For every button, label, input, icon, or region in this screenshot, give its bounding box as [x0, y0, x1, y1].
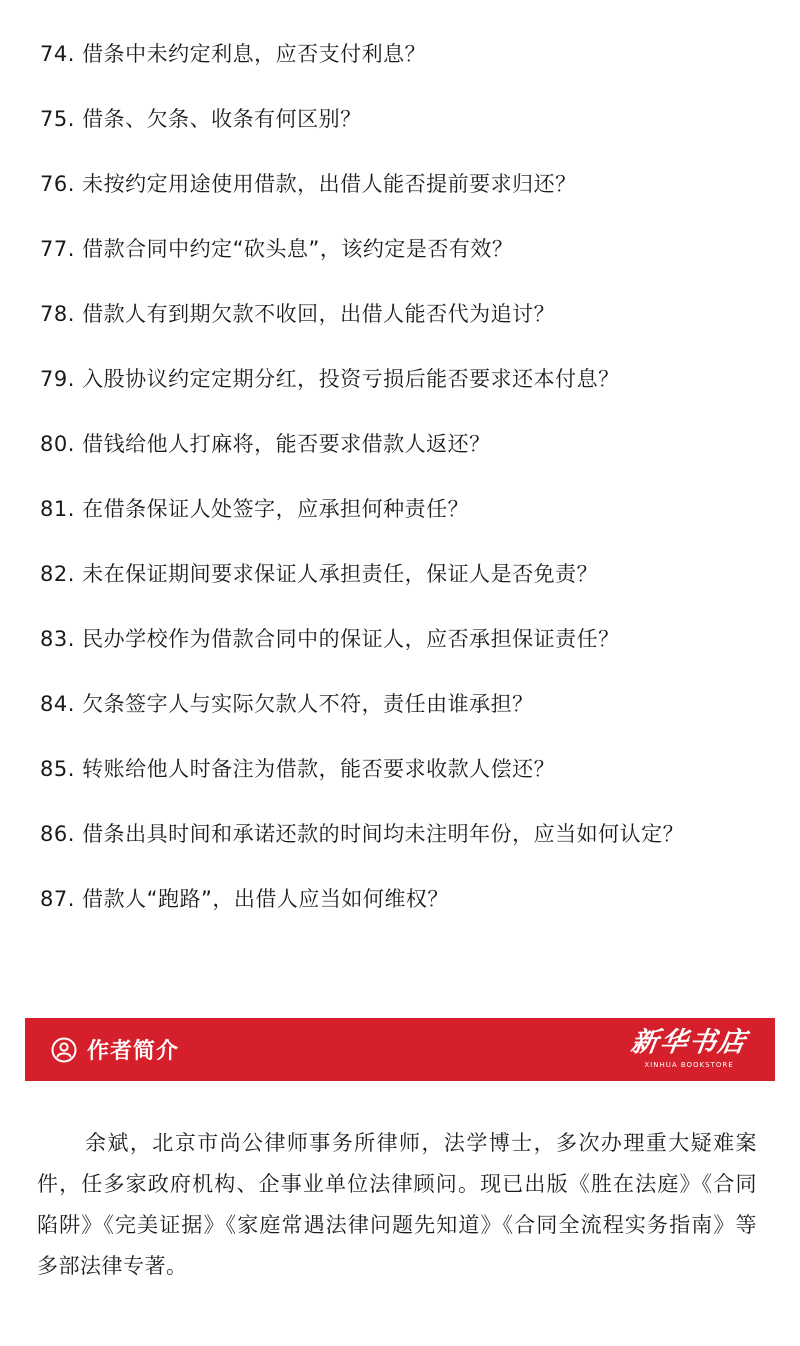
question-item: 77. 借款合同中约定“砍头息”，该约定是否有效？	[40, 237, 514, 261]
question-item: 81. 在借条保证人处签字，应承担何种责任？	[40, 497, 470, 521]
question-item: 76. 未按约定用途使用借款，出借人能否提前要求归还？	[40, 172, 577, 196]
author-bio-paragraph: 余斌，北京市尚公律师事务所律师，法学博士，多次办理重大疑难案件，任多家政府机构、企事业单位法律顾问。现已出版《胜在法庭》《合同陷阱》《完美证据》《家庭常遇法律问题先知道》《合同全流程实务指南》等多部法律专著。	[37, 1131, 757, 1278]
xinhua-bookstore-logo	[628, 1026, 750, 1070]
question-item: 74. 借条中未约定利息，应否支付利息？	[40, 42, 427, 66]
question-item: 78. 借款人有到期欠款不收回，出借人能否代为追讨？	[40, 302, 556, 326]
question-item: 79. 入股协议约定定期分红，投资亏损后能否要求还本付息？	[40, 367, 620, 391]
question-item: 85. 转账给他人时备注为借款，能否要求收款人偿还？	[40, 757, 556, 781]
question-list	[40, 22, 780, 932]
author-section-header	[25, 1018, 775, 1081]
section-title: 作者简介	[87, 1039, 180, 1064]
logo-chinese-text: 新华书店	[628, 1027, 750, 1058]
question-item: 75. 借条、欠条、收条有何区别？	[40, 107, 362, 131]
logo-english-text: XINHUA BOOKSTORE	[644, 1061, 734, 1069]
question-item: 84. 欠条签字人与实际欠款人不符，责任由谁承担？	[40, 692, 534, 716]
person-circle-icon	[51, 1037, 77, 1063]
question-item: 82. 未在保证期间要求保证人承担责任，保证人是否免责？	[40, 562, 599, 586]
question-item: 80. 借钱给他人打麻将，能否要求借款人返还？	[40, 432, 491, 456]
question-item: 87. 借款人“跑路”，出借人应当如何维权？	[40, 887, 449, 911]
question-item: 86. 借条出具时间和承诺还款的时间均未注明年份，应当如何认定？	[40, 822, 685, 846]
question-item: 83. 民办学校作为借款合同中的保证人，应否承担保证责任？	[40, 627, 620, 651]
